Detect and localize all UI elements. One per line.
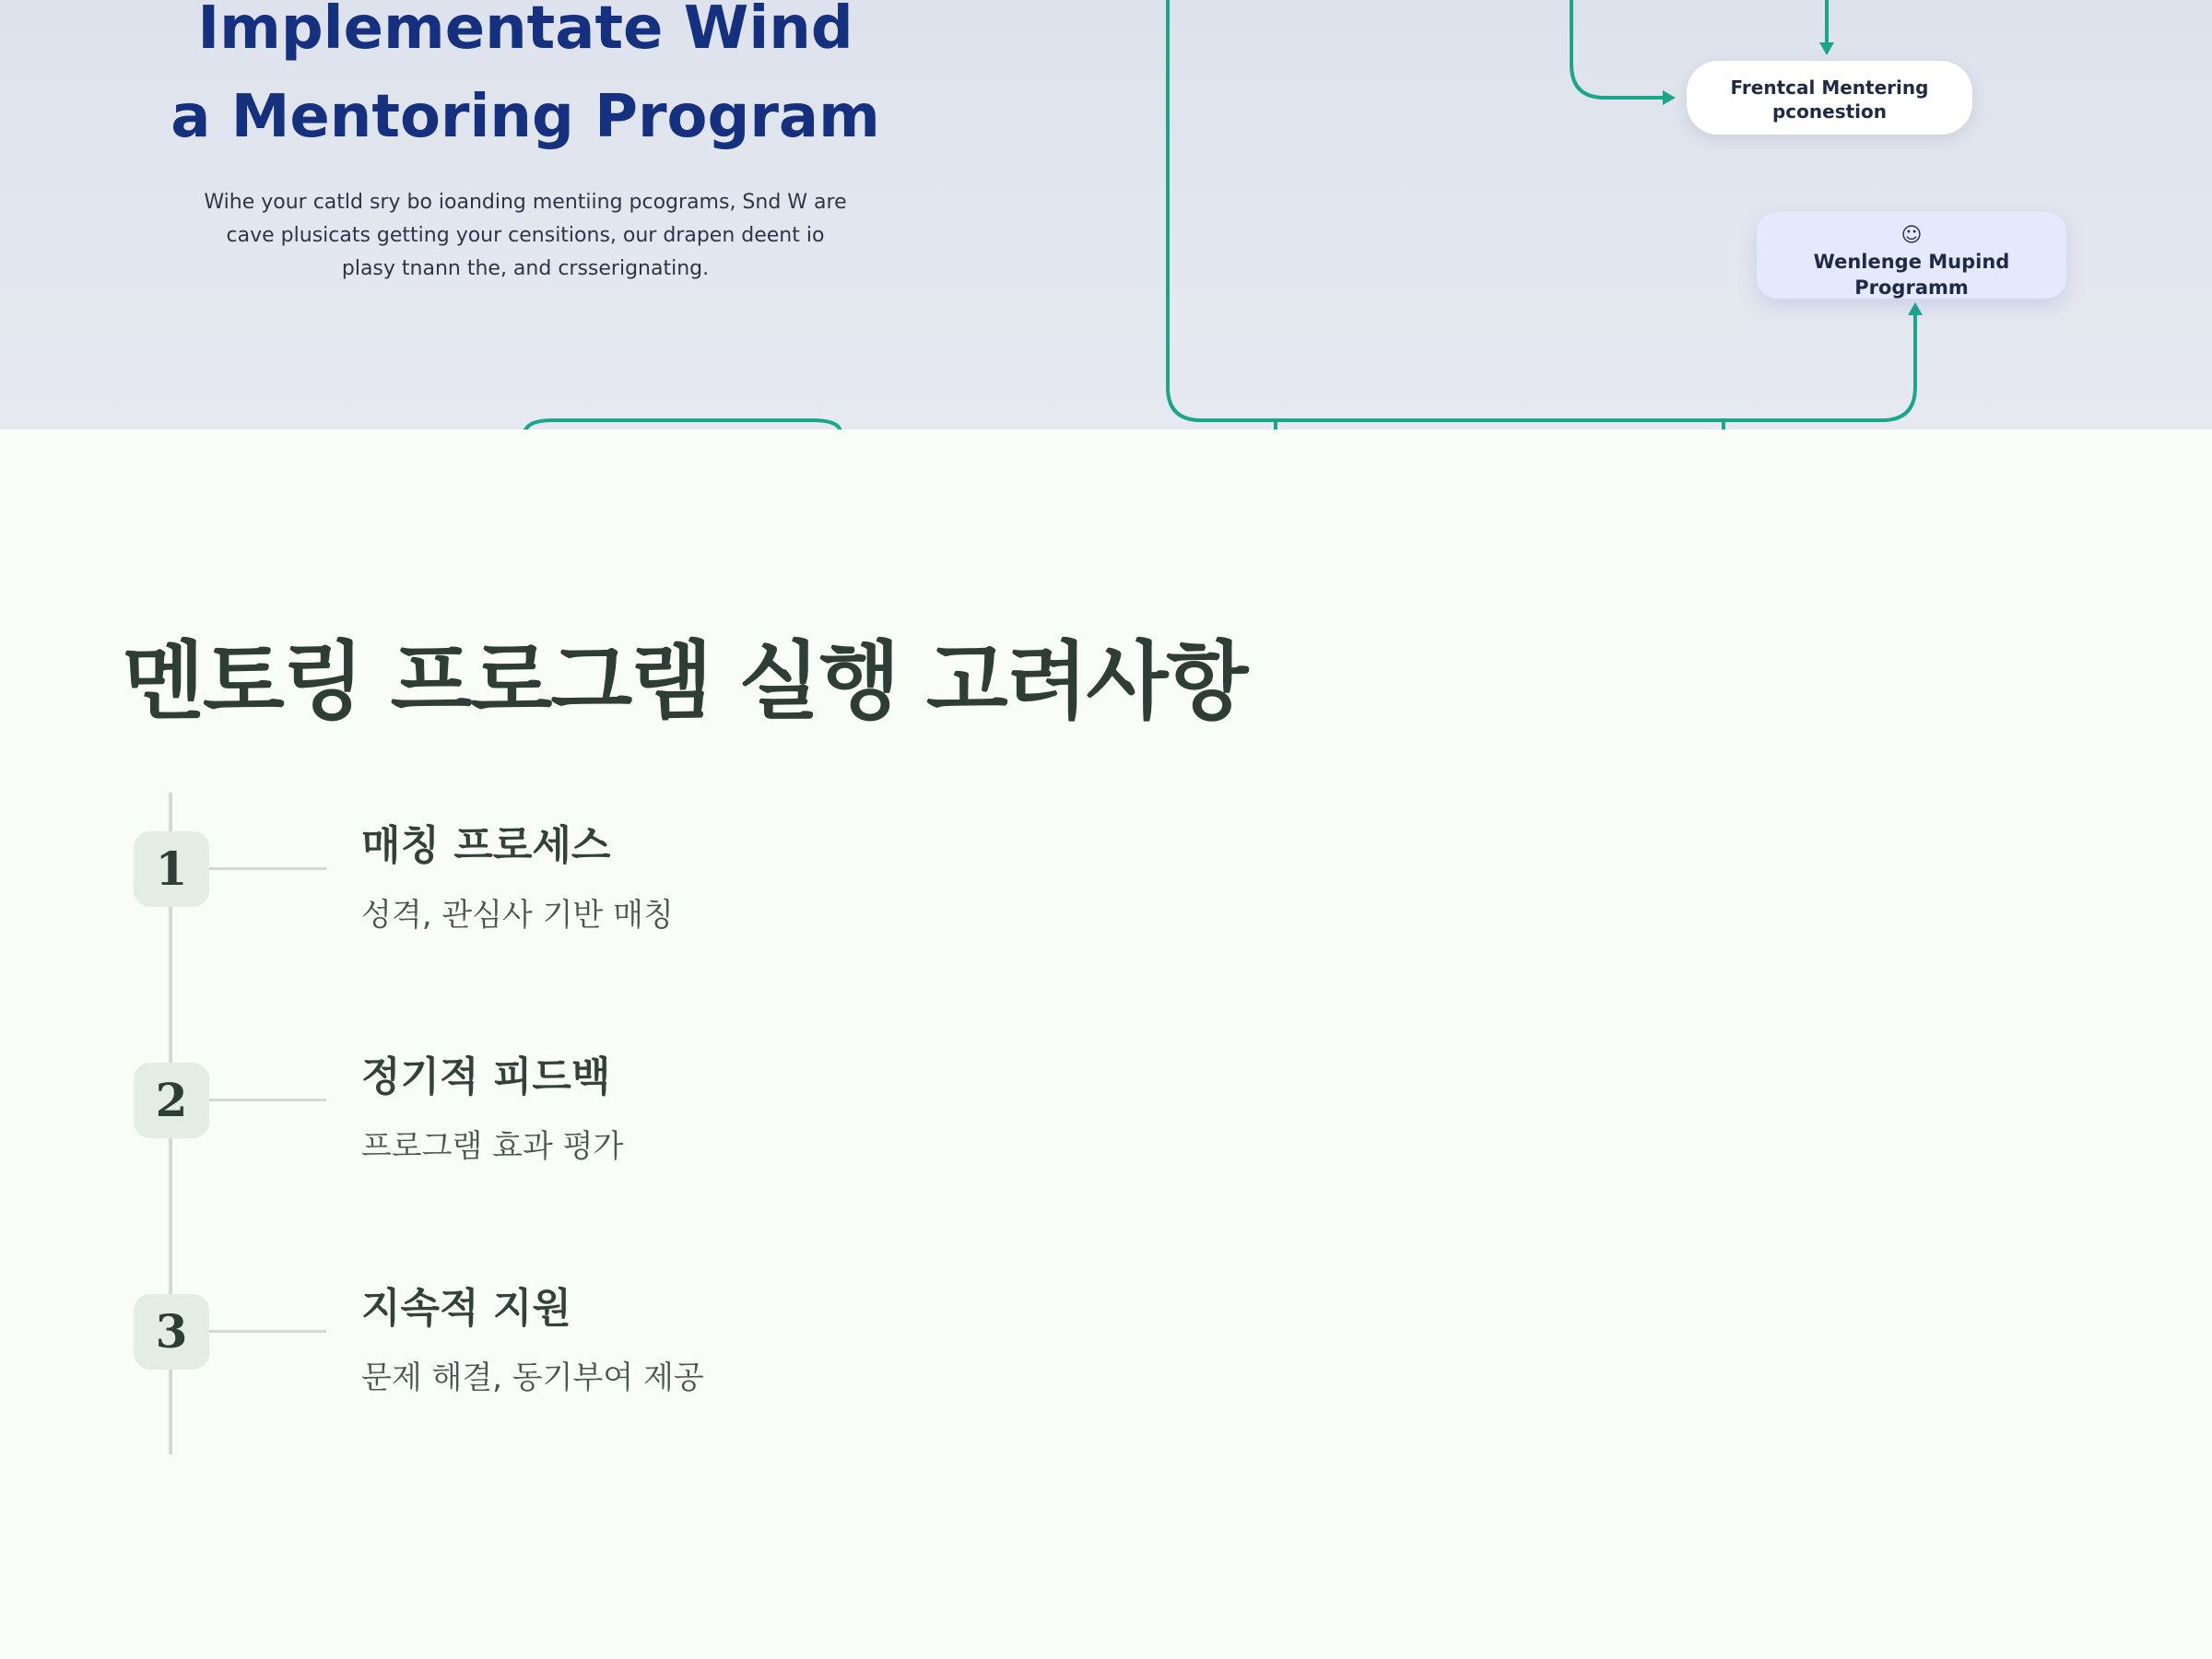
flow-node-top [1687,61,1972,135]
step-connector [205,1099,326,1101]
arrowhead-up [1908,302,1923,315]
flow-line-bottom-left-box [525,420,841,429]
step-number-badge: 1 [134,831,209,907]
step-description: 프로그램 효과 평가 [361,1128,624,1165]
hero-title-line-1: Implementate Wind [197,0,853,63]
smiley-icon: ☺ [1900,224,1923,247]
step-connector [205,867,326,870]
step-description: 성격, 관심사 기반 매칭 [361,897,674,934]
step-connector [205,1330,326,1333]
flow-line-top-branch [1571,0,1666,98]
timeline-step [0,1255,2212,1421]
arrowhead-right [1663,90,1676,105]
hero-title-line-2: a Mentoring Program [171,83,880,151]
flow-node-top-label: Frentcal Mentering pconestion [1730,76,1929,123]
arrowhead-down [1819,42,1834,55]
step-title: 정기적 피드백 [361,1053,611,1100]
step-description: 문제 해결, 동기부여 제공 [361,1359,704,1396]
section-title: 멘토링 프로그램 실행 고려사항 [123,632,1247,731]
timeline-step [0,793,2212,959]
flow-node-bottom-label: Wenlenge Mupind Programm [1813,251,2010,299]
flow-node-bottom [1757,212,2066,299]
step-title: 지속적 지원 [361,1285,571,1332]
hero-description: Wihe your catld sry bo ioanding mentiing pcograms, Snd W are cave plusicats getting your censitions, our drapen deent io plasy tnann the, and crsserignating. [204,191,847,280]
timeline-step [0,1024,2212,1190]
step-title: 매칭 프로세스 [361,822,611,869]
step-number-badge: 2 [134,1063,209,1138]
hero-image [0,0,2212,429]
step-number-badge: 3 [134,1294,209,1370]
